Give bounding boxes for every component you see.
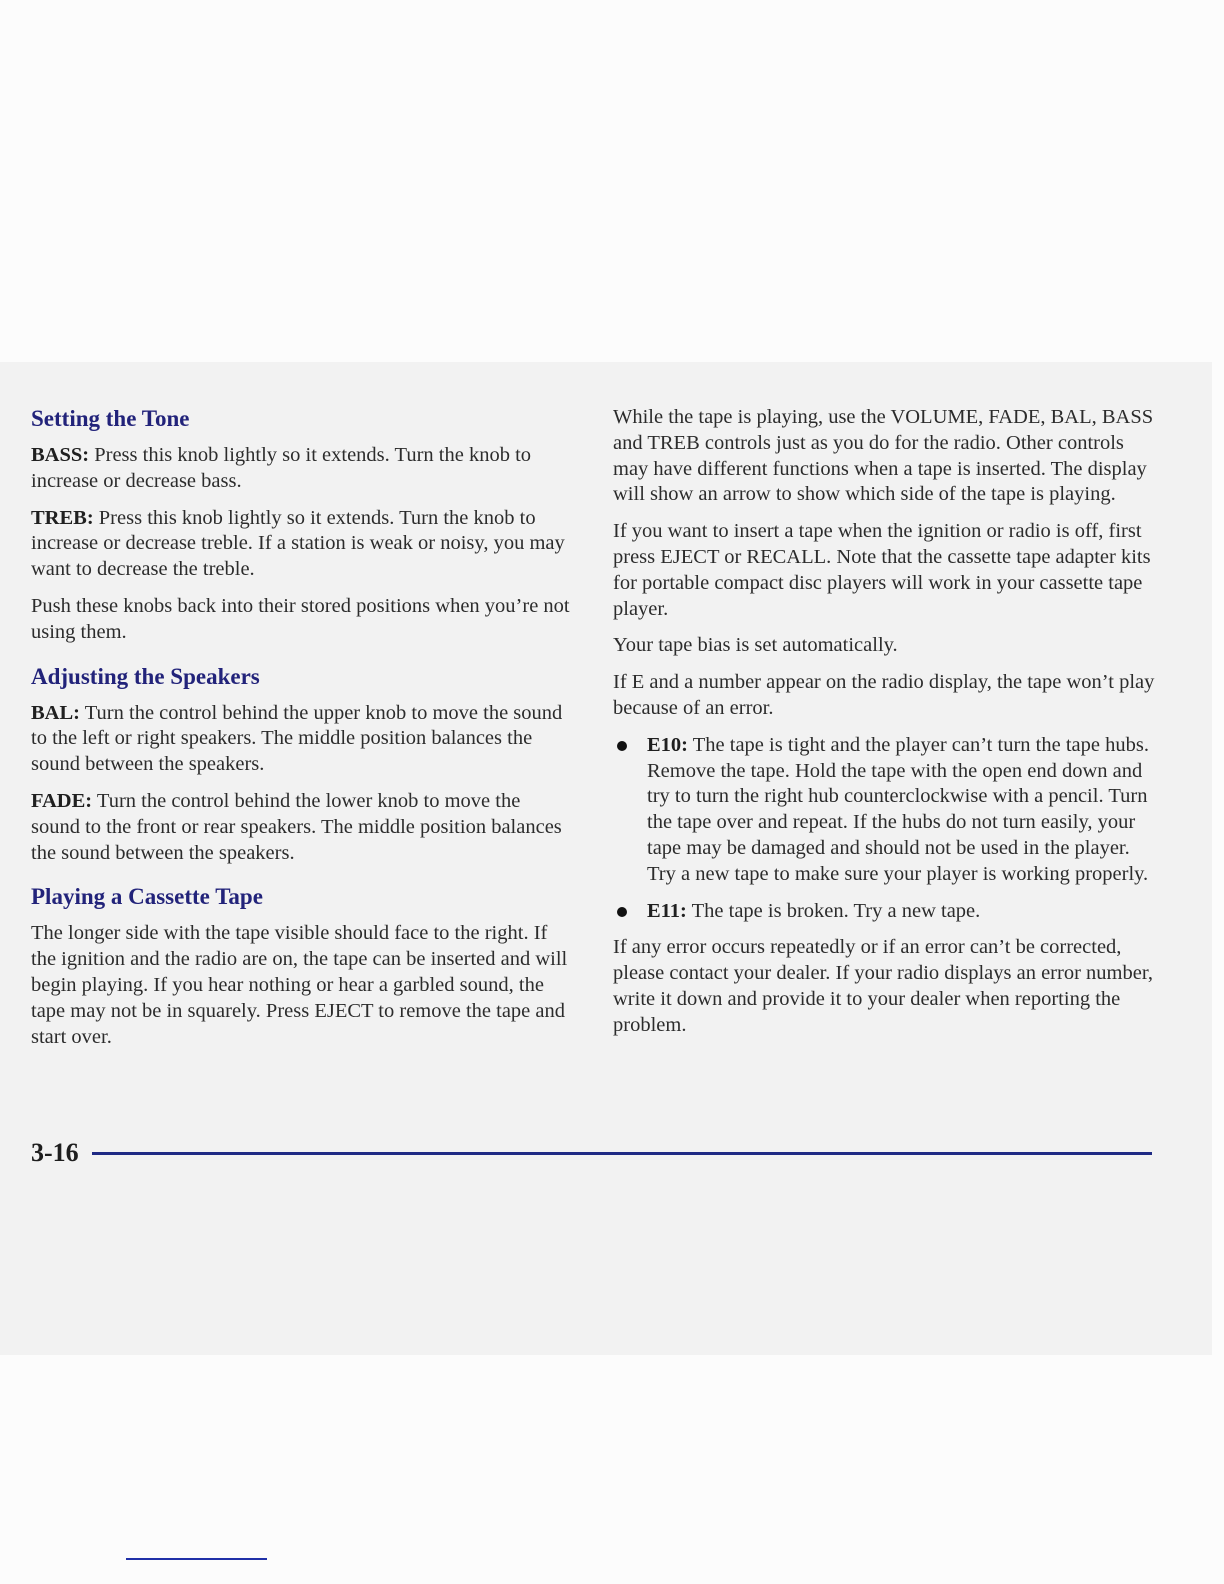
heading-adjusting-the-speakers: Adjusting the Speakers [31, 663, 260, 689]
page-number: 3-16 [31, 1138, 79, 1167]
treb-paragraph [31, 506, 571, 583]
e11-text: The tape is broken. Try a new tape. [691, 899, 981, 922]
list-item-e11 [613, 899, 1158, 925]
contact-dealer-paragraph: If any error occurs repeatedly or if an error can’t be corrected, please contact your dealer. If your radio displays an error number, write it down and provide it to your dealer when reporting the problem. [613, 936, 1153, 1036]
e11-label: E11: [647, 899, 687, 922]
bass-label: BASS: [31, 444, 90, 466]
bass-text: Press this knob lightly so it extends. Turn the knob to increase or decrease bass. [31, 444, 532, 492]
left-column [31, 405, 571, 1061]
fade-label: FADE: [31, 789, 93, 812]
tape-bias-paragraph: Your tape bias is set automatically. [613, 634, 898, 657]
fade-text: Turn the control behind the lower knob to move the sound to the front or rear speakers. The middle position balances the sound between the speakers. [31, 789, 562, 864]
right-column [613, 405, 1158, 1050]
heading-playing-a-cassette-tape: Playing a Cassette Tape [31, 884, 263, 910]
heading-setting-the-tone: Setting the Tone [31, 406, 190, 431]
bass-paragraph [31, 443, 571, 495]
bottom-link-rule [126, 1558, 267, 1560]
treb-text: Press this knob lightly so it extends. Turn the knob to increase or decrease treble. If a station is weak or noisy, you may want to decrease the treble. [31, 506, 565, 581]
cassette-paragraph: The longer side with the tape visible should face to the right. If the ignition and the radio are on, the tape can be inserted and will begin playing. If you hear nothing or hear a garbled sound, the tape may not be in squarely. Press EJECT to remove the tape and start over. [31, 922, 568, 1048]
treb-label: TREB: [31, 506, 94, 529]
fade-paragraph [31, 789, 571, 866]
e10-text: The tape is tight and the player can’t turn the tape hubs. Remove the tape. Hold the tape with the open end down and try to turn the right hub counterclockwise with a pencil. Turn the tape over and repeat. If the hubs do not turn easily, your tape may be damaged and should not be used in the player. Try a new tape to make sure your player is working properly. [647, 733, 1149, 885]
bal-paragraph [31, 701, 571, 778]
e10-label: E10: [647, 733, 688, 756]
bal-text: Turn the control behind the upper knob to move the sound to the left or right speakers. The middle position balances the sound between the speakers. [31, 701, 563, 776]
page-number-rule [92, 1152, 1152, 1155]
error-code-list [613, 733, 1158, 925]
bullet-icon [617, 741, 627, 751]
insert-tape-paragraph: If you want to insert a tape when the ignition or radio is off, first press EJECT or RECALL. Note that the cassette tape adapter kits for portable compact disc players will work in your cassette tape player. [613, 520, 1151, 620]
bullet-icon [617, 907, 627, 917]
bal-label: BAL: [31, 701, 80, 724]
error-intro-paragraph: If E and a number appear on the radio display, the tape won’t play because of an error. [613, 671, 1155, 719]
list-item-e10 [613, 733, 1158, 888]
push-knobs-paragraph: Push these knobs back into their stored positions when you’re not using them. [31, 594, 570, 643]
tape-playing-paragraph: While the tape is playing, use the VOLUME, FADE, BAL, BASS and TREB controls just as you do for the radio. Other controls may have different functions when a tape is inserted. The display will show an arrow to show which side of the tape is playing. [613, 406, 1154, 506]
